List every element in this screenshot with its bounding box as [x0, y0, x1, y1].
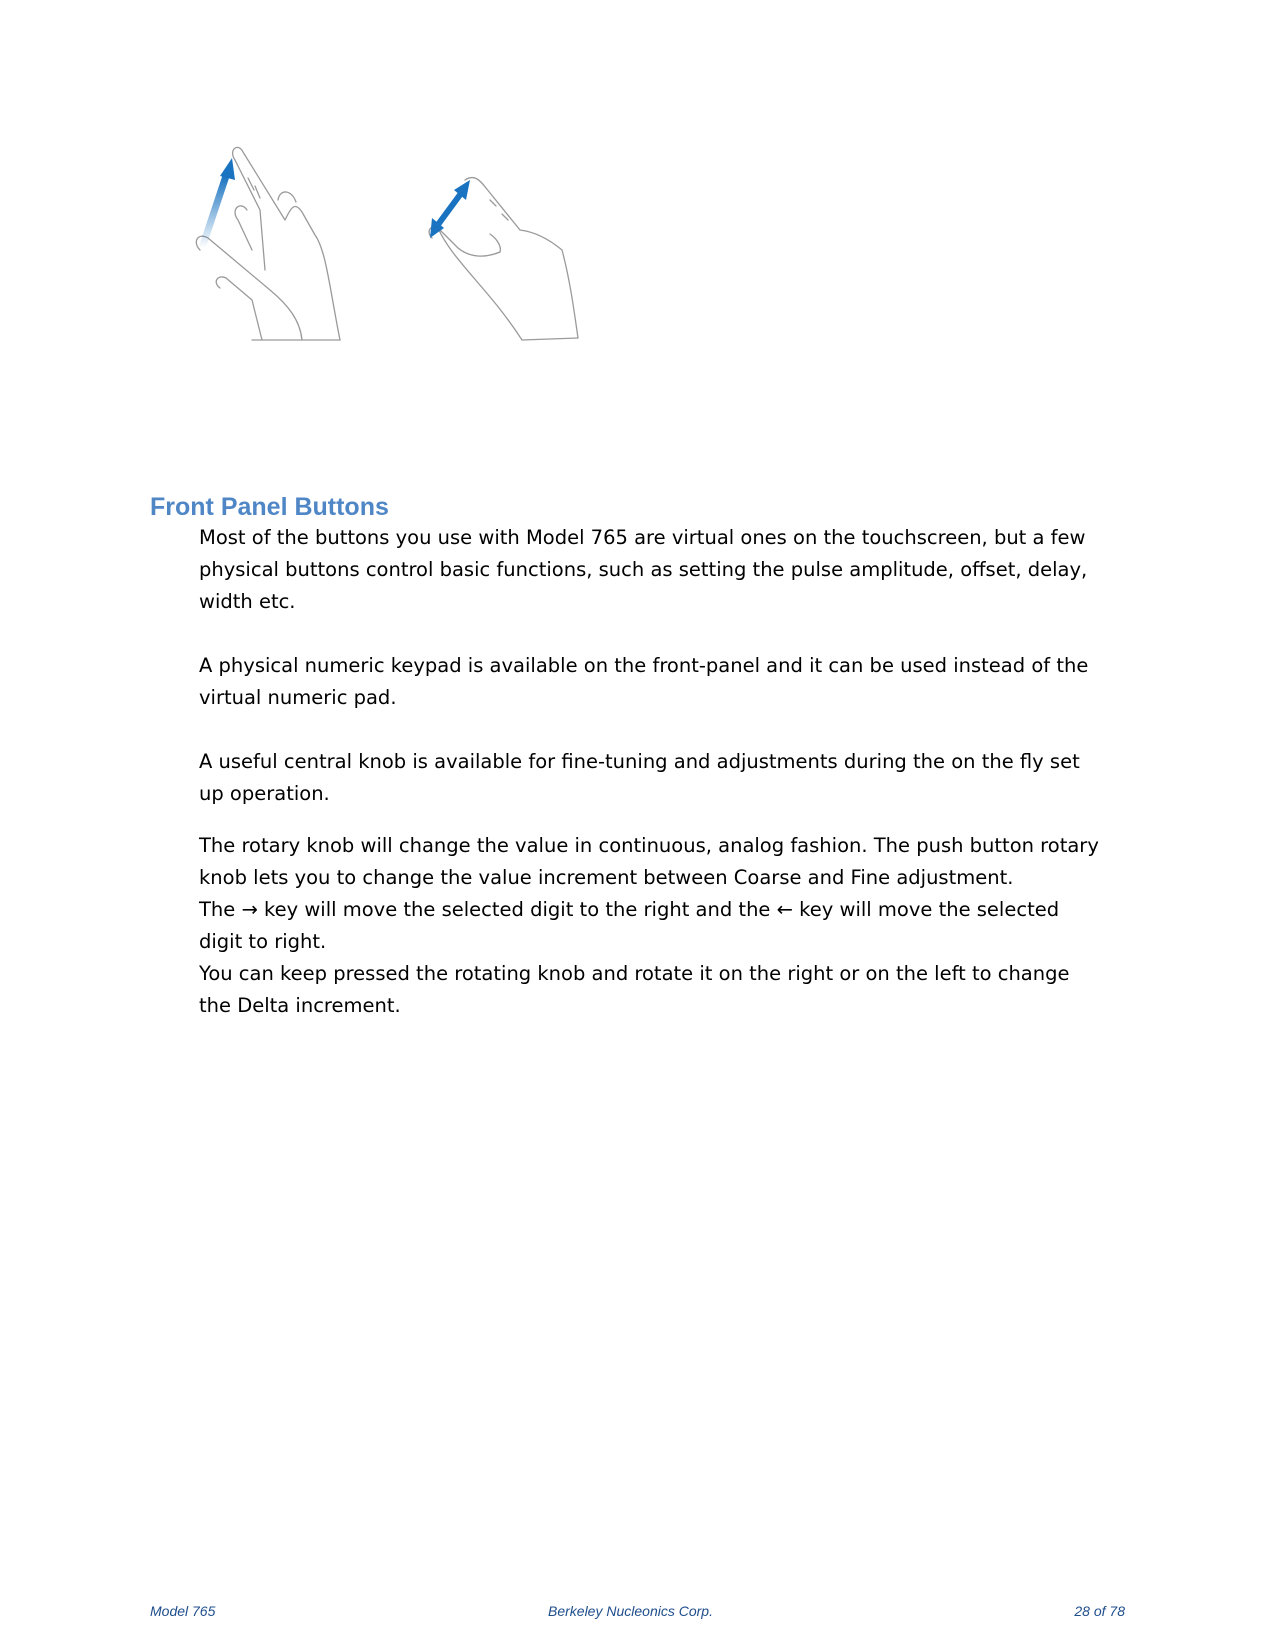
section-body: [199, 522, 1099, 1022]
page-footer: [150, 1603, 1125, 1625]
delta-increment-text: You can keep pressed the rotating knob and rotate it on the right or on the left to change the Delta increment.: [199, 962, 1070, 1017]
footer-company: Berkeley Nucleonics Corp.: [548, 1603, 713, 1619]
paragraph-numeric-keypad: A physical numeric keypad is available on the front-panel and it can be used instead of the virtual numeric pad.: [199, 654, 1089, 709]
arrow-key-text-end: key will move the selected digit to right.: [199, 898, 1060, 953]
swipe-arrow-shaft: [202, 176, 226, 248]
footer-page-number: 28 of 78: [1074, 1603, 1125, 1619]
footer-model: Model 765: [150, 1603, 216, 1619]
right-arrow-icon: →: [241, 898, 258, 921]
paragraph-virtual-buttons: Most of the buttons you use with Model 765 are virtual ones on the touchscreen, but a few physical buttons control basic functions, such as setting the pulse amplitude, offset, delay, width etc.: [199, 526, 1088, 613]
rotary-knob-text: The rotary knob will change the value in continuous, analog fashion. The push button rotary knob lets you to change the value increment between Coarse and Fine adjustment.: [199, 834, 1099, 889]
paragraph-central-knob: A useful central knob is available for fine-tuning and adjustments during the on the fly set up operation.: [199, 750, 1080, 805]
gesture-illustration: [190, 140, 610, 365]
paragraph-rotary-knob: [199, 830, 1099, 1022]
pinch-arrow-shaft: [437, 192, 462, 226]
left-arrow-icon: ←: [776, 898, 793, 921]
two-finger-swipe-up-icon: [196, 147, 340, 340]
section-heading: Front Panel Buttons: [150, 493, 389, 521]
arrow-key-text-middle: key will move the selected digit to the right and the: [257, 898, 777, 921]
arrow-key-text-start: The: [199, 898, 242, 921]
